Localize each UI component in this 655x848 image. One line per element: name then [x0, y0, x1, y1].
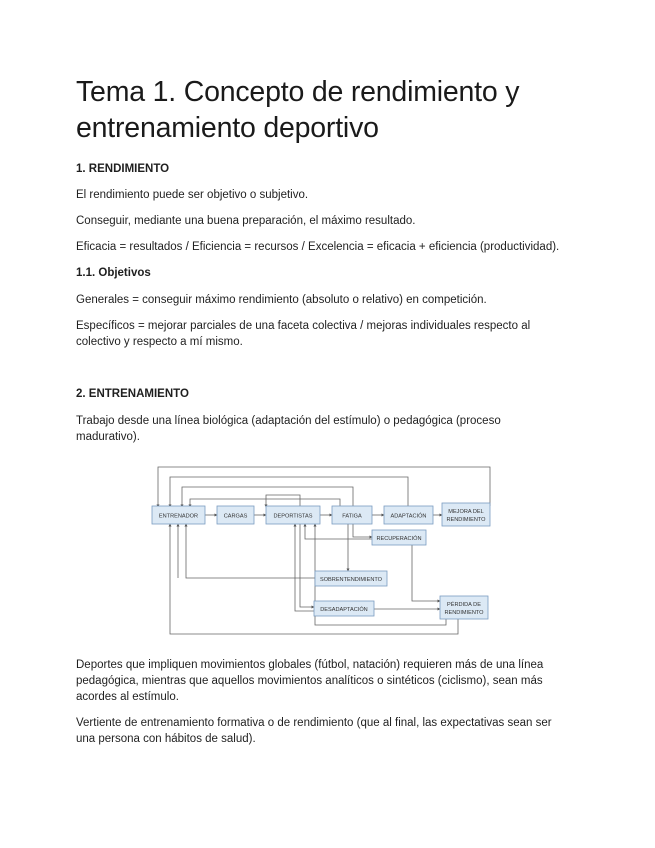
- box-entrenador: [152, 506, 205, 524]
- paragraph-line: madurativo).: [76, 431, 140, 443]
- paragraph-line: colectivo y respecto a mí mismo.: [76, 336, 243, 348]
- paragraph-line: Deportes que impliquen movimientos globales (fútbol, natación) requieren más de una línea: [76, 659, 544, 671]
- box-label: RECUPERACIÓN: [376, 536, 422, 542]
- box-label: ADAPTACIÓN: [390, 513, 427, 520]
- box-cargas: [217, 506, 254, 524]
- box-desadaptacion: [314, 601, 374, 616]
- box-label: CARGAS: [223, 513, 248, 520]
- box-mejora-rendimiento: [442, 503, 490, 526]
- paragraph-line: una persona con hábitos de salud).: [76, 733, 256, 745]
- section-heading-rendimiento: 1. RENDIMIENTO: [76, 163, 170, 175]
- paragraph-line: acordes al estímulo.: [76, 691, 179, 703]
- diagram-boxes: [152, 503, 490, 619]
- training-process-diagram: [150, 461, 505, 641]
- subsection-heading-objetivos: 1.1. Objetivos: [76, 267, 151, 279]
- paragraph: Conseguir, mediante una buena preparación, el máximo resultado.: [76, 215, 416, 227]
- paragraph-line: Específicos = mejorar parciales de una faceta colectiva / mejoras individuales respecto al: [76, 320, 531, 332]
- box-label: RENDIMIENTO: [446, 517, 486, 523]
- section-heading-entrenamiento: 2. ENTRENAMIENTO: [76, 388, 189, 400]
- box-label: MEJORA DEL: [448, 509, 484, 515]
- box-label: FATIGA: [342, 513, 362, 520]
- box-adaptacion: [384, 506, 433, 524]
- box-deportistas: [266, 506, 320, 524]
- box-perdida-rendimiento: [440, 596, 488, 619]
- box-label: DEPORTISTAS: [273, 513, 313, 520]
- box-label: ENTRENADOR: [158, 513, 199, 520]
- paragraph-line: Vertiente de entrenamiento formativa o de rendimiento (que al final, las expectativas sean ser: [76, 717, 552, 729]
- paragraph-line: pedagógica, mientras que aquellos movimientos analíticos o sintéticos (ciclismo), sean más: [76, 675, 543, 687]
- box-label: RENDIMIENTO: [444, 610, 484, 616]
- page-title: Tema 1. Concepto de rendimiento y entrenamiento deportivo: [76, 76, 520, 144]
- box-recuperacion: [372, 530, 426, 545]
- box-label: DESADAPTACIÓN: [320, 607, 368, 613]
- box-sobrentendimiento: [315, 571, 387, 586]
- box-label: SOBRENTENDIMIENTO: [319, 577, 383, 583]
- box-label: PÉRDIDA DE: [447, 602, 481, 608]
- box-fatiga: [332, 506, 372, 524]
- paragraph: Eficacia = resultados / Eficiencia = recursos / Excelencia = eficacia + eficiencia (productividad).: [76, 241, 560, 253]
- paragraph: El rendimiento puede ser objetivo o subjetivo.: [76, 189, 309, 201]
- paragraph-line: Trabajo desde una línea biológica (adaptación del estímulo) o pedagógica (proceso: [76, 415, 501, 427]
- paragraph: Generales = conseguir máximo rendimiento (absoluto o relativo) en competición.: [76, 294, 487, 306]
